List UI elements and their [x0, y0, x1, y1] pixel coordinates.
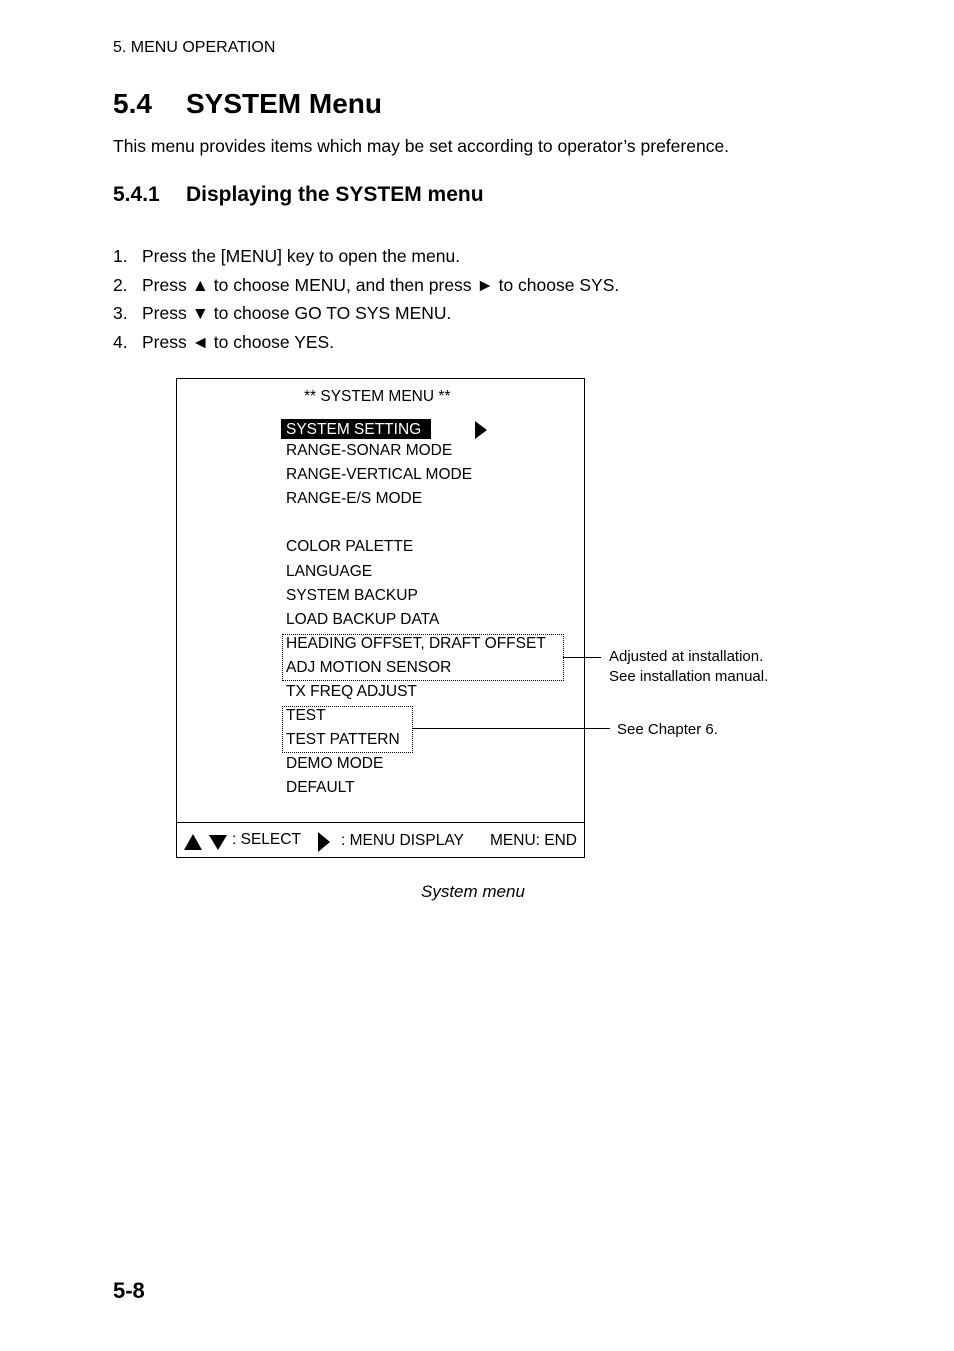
- figure-caption: System menu: [421, 882, 525, 901]
- page-title: [113, 88, 382, 120]
- menu-item-adj-motion-sensor[interactable]: ADJ MOTION SENSOR: [286, 659, 452, 676]
- menu-item-range-vertical-mode[interactable]: RANGE-VERTICAL MODE: [286, 466, 473, 483]
- step-text: Press ◄ to choose YES.: [142, 332, 335, 352]
- running-header: 5. MENU OPERATION: [113, 39, 276, 56]
- menu-item-heading-offset-draft-offset[interactable]: HEADING OFFSET, DRAFT OFFSET: [286, 635, 546, 652]
- step-number: 3.: [113, 303, 128, 323]
- step-3: [113, 303, 451, 324]
- menu-item-color-palette[interactable]: COLOR PALETTE: [286, 538, 414, 555]
- subsection-title-text: Displaying the SYSTEM menu: [186, 183, 484, 206]
- menu-item-test-pattern[interactable]: TEST PATTERN: [286, 731, 400, 748]
- footer-select-label: : SELECT: [232, 831, 301, 848]
- menu-item-system-backup[interactable]: SYSTEM BACKUP: [286, 587, 418, 604]
- section-number: 5.4: [113, 88, 152, 119]
- chapter-leader-line: [412, 728, 610, 729]
- menu-item-system-setting[interactable]: SYSTEM SETTING: [281, 419, 431, 439]
- menu-item-range-es-mode[interactable]: RANGE-E/S MODE: [286, 490, 423, 507]
- down-arrow-icon: [208, 832, 228, 852]
- menu-item-default[interactable]: DEFAULT: [286, 779, 355, 796]
- installation-leader-line: [563, 657, 601, 658]
- footer-end-label: MENU: END: [490, 832, 577, 849]
- subsection-number: 5.4.1: [113, 183, 160, 206]
- chapter-note: See Chapter 6.: [617, 721, 718, 738]
- step-text: Press the [MENU] key to open the menu.: [142, 246, 461, 266]
- up-arrow-icon: [183, 832, 203, 852]
- menu-footer-divider: [176, 822, 585, 823]
- submenu-arrow-icon: [474, 420, 488, 440]
- installation-note-line2: See installation manual.: [609, 668, 769, 685]
- test-items-group: [282, 706, 413, 753]
- step-number: 4.: [113, 332, 128, 352]
- section-title: SYSTEM Menu: [186, 88, 383, 119]
- menu-item-tx-freq-adjust[interactable]: TX FREQ ADJUST: [286, 683, 417, 700]
- step-text: Press ▲ to choose MENU, and then press ► to choose SYS.: [142, 275, 620, 295]
- step-1: [113, 246, 460, 267]
- step-4: [113, 332, 334, 353]
- menu-item-test[interactable]: TEST: [286, 707, 326, 724]
- footer-display-label: : MENU DISPLAY: [341, 832, 464, 849]
- menu-item-load-backup-data[interactable]: LOAD BACKUP DATA: [286, 611, 440, 628]
- menu-item-range-sonar-mode[interactable]: RANGE-SONAR MODE: [286, 442, 453, 459]
- menu-title: ** SYSTEM MENU **: [304, 388, 451, 405]
- step-number: 2.: [113, 275, 128, 295]
- menu-item-language[interactable]: LANGUAGE: [286, 563, 373, 580]
- step-text: Press ▼ to choose GO TO SYS MENU.: [142, 303, 452, 323]
- installation-note-line1: Adjusted at installation.: [609, 648, 764, 665]
- step-number: 1.: [113, 246, 128, 266]
- page-number: 5-8: [113, 1278, 145, 1303]
- subsection-title: [113, 183, 484, 207]
- menu-item-demo-mode[interactable]: DEMO MODE: [286, 755, 384, 772]
- installation-items-group: [282, 634, 564, 681]
- right-arrow-icon: [317, 831, 331, 853]
- intro-paragraph: This menu provides items which may be set according to operator’s preference.: [113, 136, 730, 156]
- step-2: [113, 275, 619, 296]
